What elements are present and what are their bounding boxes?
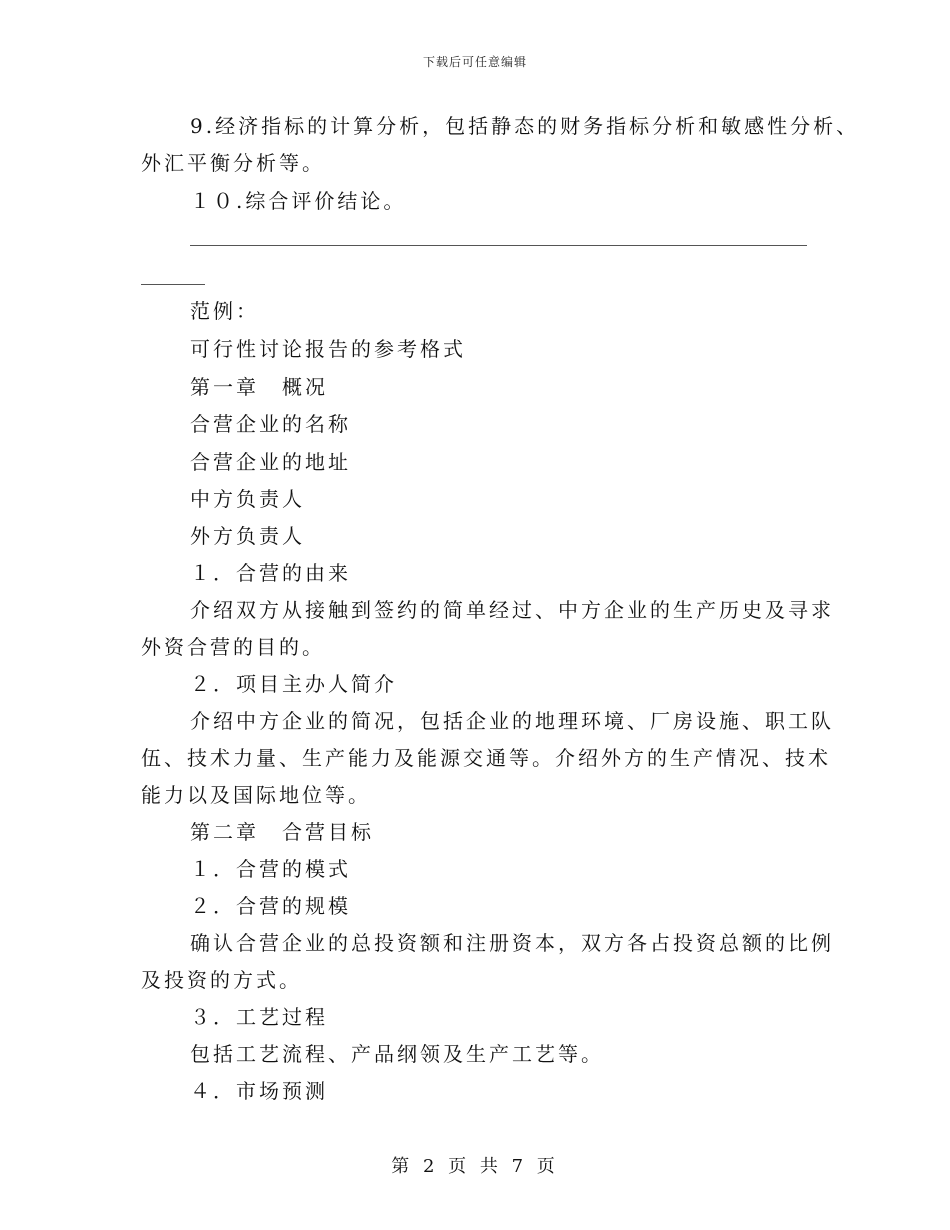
text-line: ２．合营的规模 [190, 894, 351, 918]
text-line: 伍、技术力量、生产能力及能源交通等。介绍外方的生产情况、技术 [141, 746, 831, 770]
text-line: 第二章 合营目标 [190, 820, 374, 844]
text-line: 外方负责人 [190, 524, 305, 548]
text-line: １．合营的由来 [190, 561, 351, 585]
text-line: 中方负责人 [190, 487, 305, 511]
separator-line-tail [141, 284, 205, 285]
text-line: 及投资的方式。 [141, 968, 302, 992]
text-line: 合营企业的名称 [190, 412, 351, 436]
text-line: 确认合营企业的总投资额和注册资本，双方各占投资总额的比例 [190, 931, 834, 955]
text-line: 可行性讨论报告的参考格式 [190, 337, 466, 361]
text-line: 第一章 概况 [190, 375, 328, 399]
text-line: 能力以及国际地位等。 [141, 783, 371, 807]
text-line: 外资合营的目的。 [141, 635, 325, 659]
text-line: ３．工艺过程 [190, 1005, 328, 1029]
text-line: 介绍双方从接触到签约的简单经过、中方企业的生产历史及寻求 [190, 598, 834, 622]
text-line: ４．市场预测 [190, 1079, 328, 1103]
text-line: 范例： [190, 299, 259, 323]
text-line: 合营企业的地址 [190, 450, 351, 474]
text-line: 9.经济指标的计算分析，包括静态的财务指标分析和敏感性分析、 [190, 114, 860, 138]
text-line: 介绍中方企业的简况，包括企业的地理环境、厂房设施、职工队 [190, 709, 834, 733]
page-footer: 第 2 页 共 7 页 [391, 1156, 559, 1177]
text-line: 外汇平衡分析等。 [141, 151, 325, 175]
text-line: ２．项目主办人简介 [190, 672, 397, 696]
separator-line [190, 245, 807, 246]
text-line: １０.综合评价结论。 [190, 189, 407, 213]
text-line: 包括工艺流程、产品纲领及生产工艺等。 [190, 1042, 604, 1066]
header-note: 下载后可任意编辑 [422, 55, 527, 69]
text-line: １．合营的模式 [190, 857, 351, 881]
